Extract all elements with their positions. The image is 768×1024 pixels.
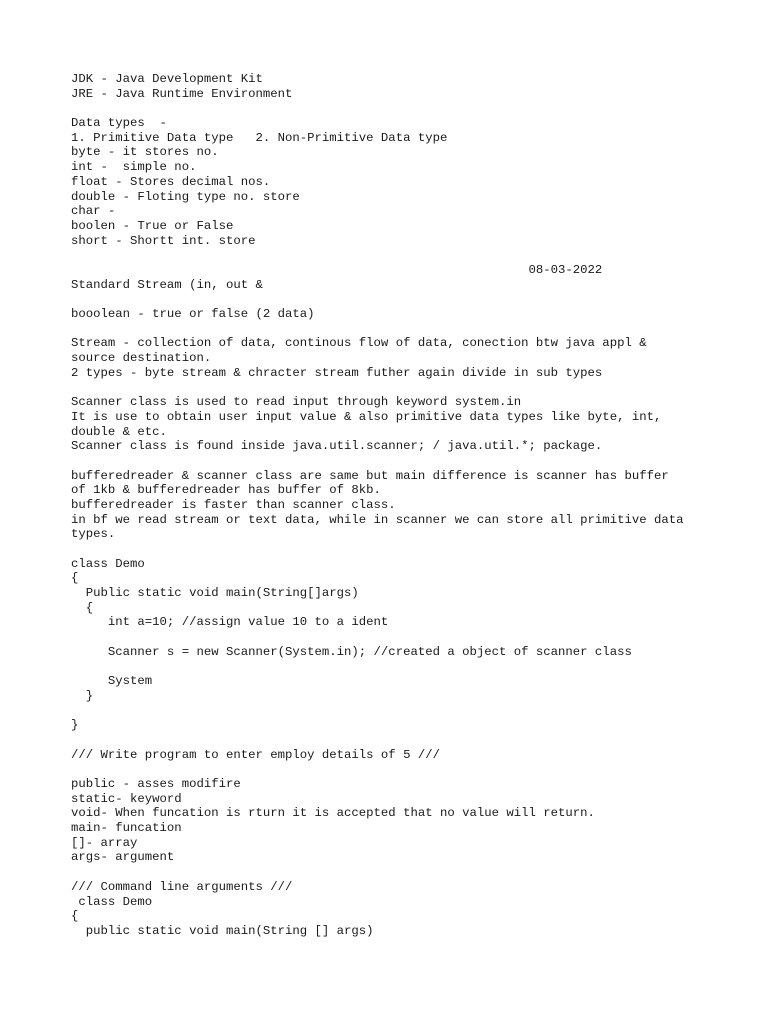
text-line: class Demo — [71, 894, 153, 909]
text-line: JRE - Java Runtime Environment — [71, 86, 293, 101]
blank-line — [71, 380, 751, 395]
text-line: 08-03-2022 — [71, 262, 603, 277]
text-line: main- funcation — [71, 821, 182, 836]
text-line: double - Floting type no. store — [71, 189, 300, 204]
text-line: 2 types - byte stream & chracter stream futher again divide in sub types — [71, 365, 603, 380]
text-line: args- argument — [71, 850, 175, 865]
text-line: byte - it stores no. — [71, 145, 219, 160]
blank-line — [71, 630, 751, 645]
blank-line — [71, 322, 751, 337]
text-line: int - simple no. — [71, 160, 197, 175]
text-line: } — [71, 688, 94, 703]
text-line: Stream - collection of data, continous flow of data, conection btw java appl & — [71, 336, 647, 351]
text-line: types. — [71, 527, 116, 542]
text-line: class Demo — [71, 556, 145, 571]
blank-line — [71, 660, 751, 675]
text-line: float - Stores decimal nos. — [71, 174, 271, 189]
text-line: { — [71, 571, 79, 586]
blank-line — [71, 762, 751, 777]
text-line: static- keyword — [71, 791, 182, 806]
text-line: boolen - True or False — [71, 218, 234, 233]
text-line: Public static void main(String[]args) — [71, 586, 359, 601]
blank-line — [71, 733, 751, 748]
text-line: booolean - true or false (2 data) — [71, 307, 315, 321]
text-line: { — [71, 600, 94, 615]
text-line: JDK - Java Development Kit — [71, 72, 263, 86]
text-line: int a=10; //assign value 10 to a ident — [71, 615, 389, 630]
text-line: Data types - — [71, 116, 167, 131]
blank-line — [71, 292, 751, 307]
blank-line — [71, 704, 751, 719]
text-line: /// Write program to enter employ details of 5 /// — [71, 747, 440, 762]
text-line: Scanner s = new Scanner(System.in); //created a object of scanner class — [71, 644, 632, 659]
text-line: 1. Primitive Data type 2. Non-Primitive Data type — [71, 130, 448, 145]
text-line: It is use to obtain user input value & also primitive data types like byte, int, — [71, 409, 662, 424]
text-line: Standard Stream (in, out & — [71, 277, 263, 292]
text-line: []- array — [71, 835, 138, 850]
text-line: public static void main(String [] args) — [71, 923, 374, 938]
text-line: public - asses modifire — [71, 777, 241, 791]
text-line: bufferedreader is faster than scanner class. — [71, 497, 396, 512]
text-line: in bf we read stream or text data, while in scanner we can store all primitive data — [71, 512, 684, 527]
text-line: /// Command line arguments /// — [71, 879, 293, 894]
blank-line — [71, 101, 751, 116]
text-line: } — [71, 718, 79, 733]
text-line: Scanner class is found inside java.util.scanner; / java.util.*; package. — [71, 439, 603, 454]
blank-line — [71, 542, 751, 557]
document-text — [71, 72, 751, 939]
text-line: Scanner class is used to read input through keyword system.in — [71, 395, 522, 410]
text-line: void- When funcation is rturn it is accepted that no value will return. — [71, 806, 595, 821]
blank-line — [71, 865, 751, 880]
blank-line — [71, 248, 751, 263]
text-line: source destination. — [71, 351, 212, 366]
text-line: double & etc. — [71, 424, 167, 439]
text-line: char - — [71, 204, 116, 219]
text-line: { — [71, 909, 79, 924]
text-line: short - Shortt int. store — [71, 233, 256, 248]
text-line: of 1kb & bufferedreader has buffer of 8kb. — [71, 483, 381, 498]
blank-line — [71, 454, 751, 469]
text-line: bufferedreader & scanner class are same but main difference is scanner has buffer — [71, 468, 669, 483]
text-line: System — [71, 674, 153, 689]
